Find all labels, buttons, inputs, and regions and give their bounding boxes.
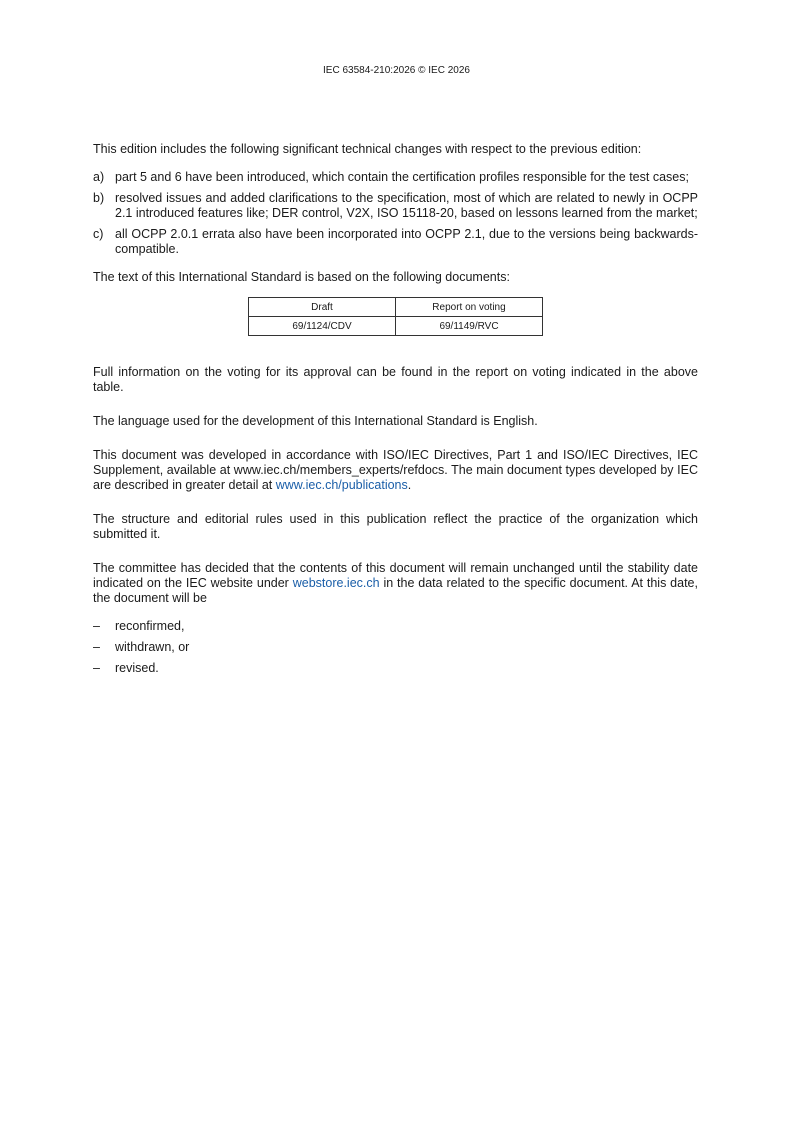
list-item-text: revised.: [115, 661, 159, 675]
table-cell: 69/1124/CDV: [249, 317, 396, 336]
list-item-label: a): [93, 170, 105, 184]
webstore-link[interactable]: webstore.iec.ch: [292, 576, 380, 590]
document-body: [93, 142, 698, 682]
list-item: [93, 619, 698, 634]
table-cell: 69/1149/RVC: [396, 317, 543, 336]
outcomes-list: [93, 619, 698, 676]
voting-info: Full information on the voting for its approval can be found in the report on voting indicated in the above table.: [93, 365, 698, 394]
committee-text-after: in the data related to the specific document. At this date, the document will be: [93, 576, 698, 605]
list-item-label: b): [93, 191, 105, 205]
documents-intro: The text of this International Standard is based on the following documents:: [93, 270, 510, 284]
list-item: [93, 227, 698, 257]
list-item: [93, 640, 698, 655]
structure-statement: The structure and editorial rules used in this publication reflect the practice of the organization which submitted it.: [93, 512, 698, 541]
list-item: [93, 191, 698, 221]
documents-table: [248, 297, 543, 336]
directives-text: This document was developed in accordance with ISO/IEC Directives, Part 1 and ISO/IEC Directives, IEC Supplement, available at www.iec.ch/members_experts/refdocs. The main document types developed by IEC are described in greater detail at: [93, 448, 698, 492]
list-item-text: part 5 and 6 have been introduced, which contain the certification profiles responsible for the test cases;: [115, 170, 689, 184]
table-header-cell: Report on voting: [396, 298, 543, 317]
list-item-text: withdrawn, or: [115, 640, 190, 654]
changes-intro: This edition includes the following significant technical changes with respect to the previous edition:: [93, 142, 642, 156]
changes-list: [93, 170, 698, 257]
language-statement: The language used for the development of this International Standard is English.: [93, 414, 538, 428]
list-item: [93, 170, 698, 185]
list-item-text: reconfirmed,: [115, 619, 185, 633]
list-item-label: –: [93, 661, 100, 675]
directives-paragraph: [93, 448, 698, 493]
list-item-label: –: [93, 619, 100, 633]
list-item-label: c): [93, 227, 104, 241]
committee-paragraph: [93, 561, 698, 606]
page-header: IEC 63584-210:2026 © IEC 2026: [323, 65, 470, 76]
committee-text-before: The committee has decided that the contents of this document will remain unchanged until the stability date indicated on the IEC website under: [93, 561, 698, 590]
list-item-text: resolved issues and added clarifications to the specification, most of which are related to newly in OCPP 2.1 introduced features like; DER control, V2X, ISO 15118-20, based on lessons learned from the market;: [115, 191, 698, 220]
table-header-cell: Draft: [249, 298, 396, 317]
table-row: [249, 317, 543, 336]
list-item-text: all OCPP 2.0.1 errata also have been incorporated into OCPP 2.1, due to the versions being backwards-compatible.: [115, 227, 698, 256]
publications-link[interactable]: www.iec.ch/publications: [275, 478, 408, 492]
list-item: [93, 661, 698, 676]
directives-end: .: [407, 478, 412, 492]
table-header-row: [249, 298, 543, 317]
list-item-label: –: [93, 640, 100, 654]
